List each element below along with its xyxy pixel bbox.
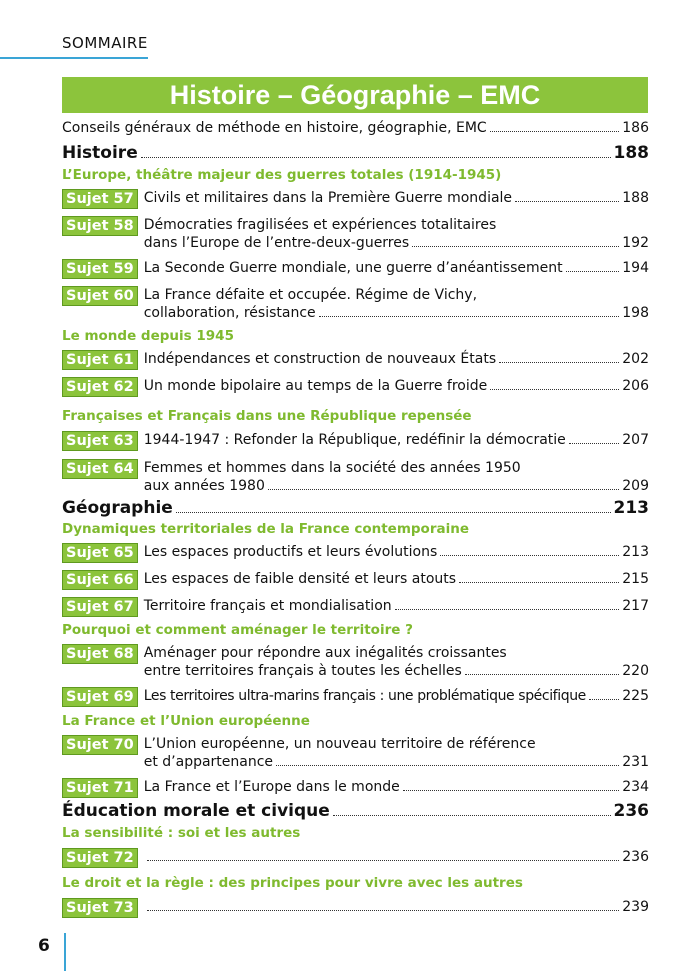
toc-entry-sujet-66[interactable] xyxy=(62,570,649,590)
toc-page-number: 239 xyxy=(622,899,649,915)
toc-page-number: 215 xyxy=(622,571,649,587)
sujet-badge: Sujet 63 xyxy=(62,431,138,451)
toc-page-number: 188 xyxy=(613,143,649,163)
toc-entry-text: dans l’Europe de l’entre-deux-guerres xyxy=(143,235,410,251)
toc-entry-text: et d’appartenance xyxy=(143,754,274,770)
toc-entry-text: Conseils généraux de méthode en histoire, géographie, EMC xyxy=(62,120,487,136)
toc-entry-sujet-57[interactable] xyxy=(62,189,649,209)
toc-entry-text: entre territoires français à toutes les échelles xyxy=(143,663,462,679)
sujet-badge: Sujet 61 xyxy=(62,350,138,370)
toc-entry-text: La France défaite et occupée. Régime de Vichy, xyxy=(143,287,478,303)
toc-entry-sujet-67[interactable] xyxy=(62,597,649,617)
toc-page-number: 186 xyxy=(622,120,649,136)
toc-section-geographie[interactable] xyxy=(62,497,649,519)
sujet-badge: Sujet 67 xyxy=(62,597,138,617)
category-heading: La sensibilité : soi et les autres xyxy=(62,825,301,841)
table-of-contents xyxy=(62,119,649,918)
sujet-badge: Sujet 72 xyxy=(62,848,138,868)
category-heading: Françaises et Français dans une République repensée xyxy=(62,408,472,424)
toc-entry-sujet-69[interactable] xyxy=(62,687,649,707)
toc-entry-text: La France et l’Europe dans le monde xyxy=(143,779,400,795)
section-banner: Histoire – Géographie – EMC xyxy=(62,77,648,113)
category-heading: Pourquoi et comment aménager le territoire ? xyxy=(62,622,413,638)
category-heading: Dynamiques territoriales de la France contemporaine xyxy=(62,521,469,537)
toc-entry-text: Les espaces productifs et leurs évolutions xyxy=(143,544,438,560)
toc-entry-sujet-60[interactable] xyxy=(62,286,649,322)
toc-page-number: 192 xyxy=(622,235,649,251)
toc-entry-text: La Seconde Guerre mondiale, une guerre d’anéantissement xyxy=(143,260,563,276)
sujet-badge: Sujet 66 xyxy=(62,570,138,590)
section-title: Géographie xyxy=(62,498,173,518)
toc-entry-sujet-71[interactable] xyxy=(62,778,649,798)
toc-page-number: 194 xyxy=(622,260,649,276)
toc-entry-sujet-65[interactable] xyxy=(62,543,649,563)
toc-entry-sujet-59[interactable] xyxy=(62,259,649,279)
sujet-badge: Sujet 68 xyxy=(62,644,138,664)
toc-page-number: 206 xyxy=(622,378,649,394)
toc-page-number: 236 xyxy=(622,849,649,865)
sujet-badge: Sujet 60 xyxy=(62,286,138,306)
toc-entry-text: Les espaces de faible densité et leurs atouts xyxy=(143,571,457,587)
toc-page-number: 207 xyxy=(622,432,649,448)
toc-entry-text: aux années 1980 xyxy=(143,478,265,494)
toc-entry-sujet-68[interactable] xyxy=(62,644,649,680)
toc-page-number: 231 xyxy=(622,754,649,770)
category-heading: Le droit et la règle : des principes pour vivre avec les autres xyxy=(62,875,523,891)
toc-page-number: 220 xyxy=(622,663,649,679)
toc-entry-text: Indépendances et construction de nouveaux États xyxy=(143,351,497,367)
toc-page-number: 217 xyxy=(622,598,649,614)
sujet-badge: Sujet 65 xyxy=(62,543,138,563)
header-rule xyxy=(0,57,148,59)
toc-entry-text: Aménager pour répondre aux inégalités croissantes xyxy=(143,645,507,661)
sujet-badge: Sujet 70 xyxy=(62,735,138,755)
toc-entry-sujet-73[interactable] xyxy=(62,898,649,918)
sujet-badge: Sujet 73 xyxy=(62,898,138,918)
sujet-badge: Sujet 71 xyxy=(62,778,138,798)
toc-page-number: 202 xyxy=(622,351,649,367)
toc-entry-intro[interactable] xyxy=(62,119,649,137)
toc-entry-sujet-62[interactable] xyxy=(62,377,649,397)
sujet-badge: Sujet 69 xyxy=(62,687,138,707)
toc-entry-text: Femmes et hommes dans la société des années 1950 xyxy=(143,460,521,476)
sujet-badge: Sujet 58 xyxy=(62,216,138,236)
toc-entry-text: Démocraties fragilisées et expériences totalitaires xyxy=(143,217,497,233)
toc-page-number: 213 xyxy=(622,544,649,560)
toc-entry-text: L’Union européenne, un nouveau territoire de référence xyxy=(143,736,536,752)
toc-section-emc[interactable] xyxy=(62,800,649,822)
toc-page-number: 209 xyxy=(622,478,649,494)
toc-entry-text: 1944-1947 : Refonder la République, redéfinir la démocratie xyxy=(143,432,566,448)
toc-entry-text: Les territoires ultra-marins français : une problématique spécifique xyxy=(143,688,586,704)
toc-entry-text: collaboration, résistance xyxy=(143,305,316,321)
toc-page-number: 188 xyxy=(622,190,649,206)
sujet-badge: Sujet 64 xyxy=(62,459,138,479)
toc-page-number: 213 xyxy=(613,498,649,518)
footer-rule xyxy=(64,933,66,971)
sujet-badge: Sujet 57 xyxy=(62,189,138,209)
header-label: SOMMAIRE xyxy=(62,34,148,52)
toc-entry-sujet-72[interactable] xyxy=(62,848,649,868)
category-heading: L’Europe, théâtre majeur des guerres totales (1914-1945) xyxy=(62,167,502,183)
toc-page-number: 234 xyxy=(622,779,649,795)
section-title: Histoire xyxy=(62,143,138,163)
page-number: 6 xyxy=(38,936,50,956)
toc-entry-sujet-58[interactable] xyxy=(62,216,649,252)
toc-page-number: 236 xyxy=(613,801,649,821)
toc-page-number: 198 xyxy=(622,305,649,321)
sujet-badge: Sujet 62 xyxy=(62,377,138,397)
category-heading: La France et l’Union européenne xyxy=(62,713,310,729)
toc-entry-text: Un monde bipolaire au temps de la Guerre froide xyxy=(143,378,488,394)
toc-entry-sujet-61[interactable] xyxy=(62,350,649,370)
toc-entry-text: Territoire français et mondialisation xyxy=(143,598,392,614)
section-title: Éducation morale et civique xyxy=(62,801,330,821)
toc-section-histoire[interactable] xyxy=(62,142,649,164)
toc-entry-sujet-64[interactable] xyxy=(62,459,649,495)
sujet-badge: Sujet 59 xyxy=(62,259,138,279)
category-heading: Le monde depuis 1945 xyxy=(62,328,234,344)
toc-entry-sujet-63[interactable] xyxy=(62,431,649,451)
toc-page-number: 225 xyxy=(622,688,649,704)
toc-entry-text: Civils et militaires dans la Première Guerre mondiale xyxy=(143,190,513,206)
toc-entry-sujet-70[interactable] xyxy=(62,735,649,771)
